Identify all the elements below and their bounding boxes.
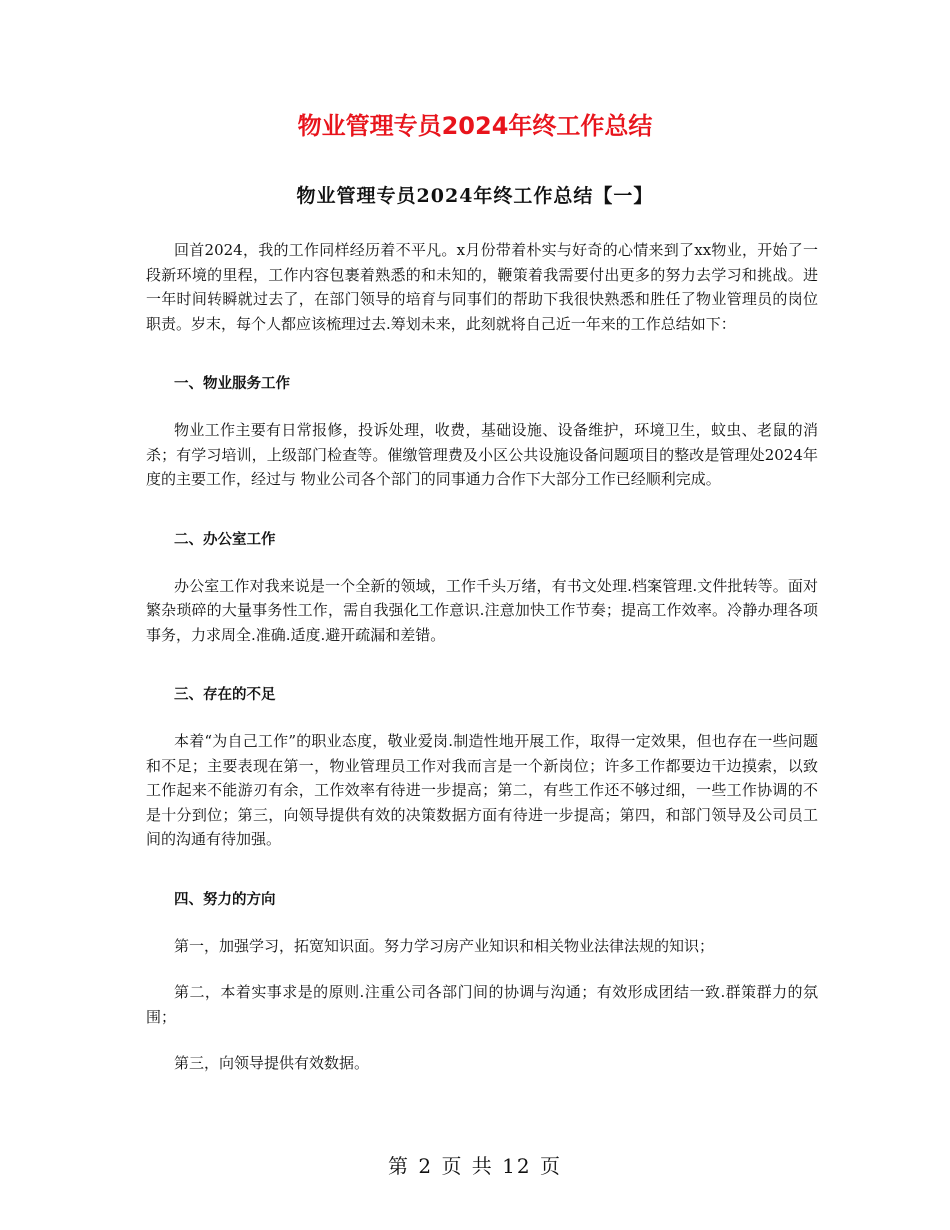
- document-body: [146, 238, 818, 1112]
- section-body-shortcomings: 本着“为自己工作”的职业态度，敬业爱岗.制造性地开展工作，取得一定效果，但也存在一些问题和不足；主要表现在第一，物业管理员工作对我而言是一个新岗位；许多工作都要边干边摸索，以致工作起来不能游刃有余，工作效率有待进一步提高；第二，有些工作还不够过细，一些工作协调的不是十分到位；第三，向领导提供有效的决策数据方面有待进一步提高；第四，和部门领导及公司员工间的沟通有待加强。: [146, 732, 818, 848]
- page-number: 第 2 页 共 12 页: [388, 1154, 562, 1178]
- direction-item-2: 第二，本着实事求是的原则.注重公司各部门间的协调与沟通；有效形成团结一致.群策群力的氛围；: [146, 983, 818, 1026]
- direction-item-3: 第三，向领导提供有效数据。: [174, 1054, 370, 1072]
- section-heading-office: 二、办公室工作: [174, 531, 276, 548]
- section-body-office: 办公室工作对我来说是一个全新的领域，工作千头万绪，有书文处理.档案管理.文件批转等。面对繁杂琐碎的大量事务性工作，需自我强化工作意识.注意加快工作节奏；提高工作效率。冷静办理各项事务，力求周全.准确.适度.避开疏漏和差错。: [146, 576, 818, 644]
- document-subtitle: 物业管理专员2024年终工作总结【一】: [296, 185, 654, 207]
- section-body-service: 物业工作主要有日常报修，投诉处理，收费，基础设施、设备维护，环境卫生，蚊虫、老鼠的消杀；有学习培训，上级部门检查等。催缴管理费及小区公共设施设备问题项目的整改是管理处2024年度的主要工作，经过与 物业公司各个部门的同事通力合作下大部分工作已经顺利完成。: [146, 421, 818, 488]
- section-heading-direction: 四、努力的方向: [174, 891, 276, 908]
- section-heading-service: 一、物业服务工作: [174, 376, 290, 392]
- intro-paragraph: 回首2024，我的工作同样经历着不平凡。x月份带着朴实与好奇的心情来到了xx物业，开始了一段新环境的里程，工作内容包裹着熟悉的和未知的，鞭策着我需要付出更多的努力去学习和挑战。进一年时间转瞬就过去了，在部门领导的培育与同事们的帮助下我很快熟悉和胜任了物业管理员的岗位职责。岁末，每个人都应该梳理过去.筹划未来，此刻就将自己近一年来的工作总结如下：: [146, 241, 818, 333]
- document-title: 物业管理专员2024年终工作总结: [297, 112, 653, 140]
- section-heading-shortcomings: 三、存在的不足: [174, 687, 276, 703]
- direction-item-1: 第一，加强学习，拓宽知识面。努力学习房产业知识和相关物业法律法规的知识；: [174, 936, 715, 955]
